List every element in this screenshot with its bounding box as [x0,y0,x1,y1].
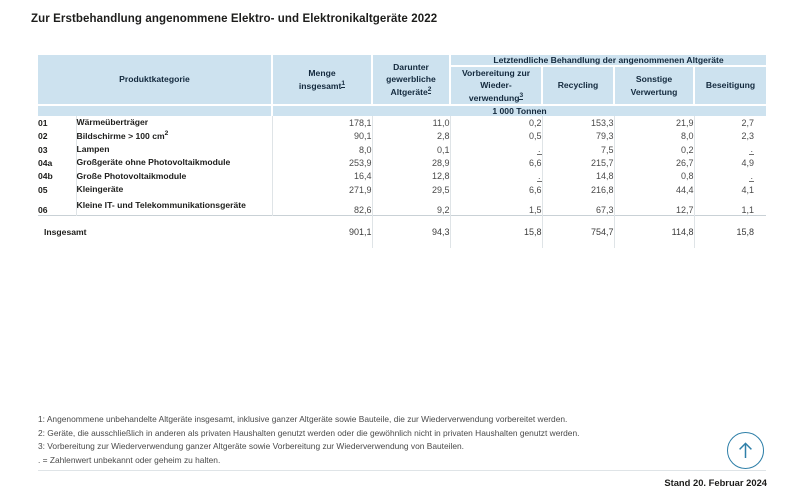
table-head-row-unit [38,105,766,116]
column-header-commercial-waste-line3: Altgeräte [390,86,428,97]
cell-preparation-for-reuse: 6,6 [450,156,542,169]
scroll-to-top-button[interactable] [727,432,764,469]
footnote-3: 3: Vorbereitung zur Wiederverwendung ganzer Altgeräte sowie Vorbereitung zur Wiederverwendung von Bauteilen. [38,441,464,452]
total-cell-commercial-waste: 94,3 [372,216,450,249]
cell-preparation-for-reuse: 0,2 [450,116,542,129]
cell-preparation-for-reuse: 0,5 [450,130,542,143]
table-row [38,143,766,156]
cell-preparation-for-reuse: 1,5 [450,196,542,216]
column-header-preparation-for-reuse [450,66,542,105]
table-body [38,116,766,248]
footnotes-block [38,413,738,467]
cell-disposal: 1,1 [741,205,754,216]
unit-row-spacer [38,105,272,116]
cell-commercial-waste: 9,2 [372,196,450,216]
row-label: Lampen [76,143,272,156]
arrow-up-icon [737,441,754,460]
row-label: Großgeräte ohne Photovoltaikmodule [76,156,272,169]
cell-disposal: 2,7 [741,118,754,129]
cell-recycling: 14,8 [542,170,614,183]
column-header-commercial-waste-line2: gewerbliche [386,74,436,85]
footnote-marker-3[interactable]: 3 [519,92,524,100]
cell-other-recovery: 0,2 [614,143,694,156]
row-code: 06 [38,196,76,216]
cell-disposal: 4,9 [741,157,754,168]
column-header-total-quantity-line1: Menge [308,68,336,79]
row-label [76,130,272,143]
row-code: 01 [38,116,76,129]
column-header-recycling: Recycling [542,66,614,105]
cell-recycling: 7,5 [542,143,614,156]
cell-commercial-waste: 28,9 [372,156,450,169]
row-label: Große Photovoltaikmodule [76,170,272,183]
cell-commercial-waste: 29,5 [372,183,450,196]
total-cell-other-recovery: 114,8 [614,216,694,249]
table-head [38,55,766,116]
statistics-table [38,55,766,248]
column-header-commercial-waste [372,55,450,105]
cell-commercial-waste: 0,1 [372,143,450,156]
column-header-other-recovery-line1: Sonstige [635,74,673,85]
total-row-label: Insgesamt [38,216,272,249]
row-code: 04a [38,156,76,169]
footnote-1: 1: Angenommene unbehandelte Altgeräte insgesamt, inklusive ganzer Altgeräte sowie Bauteile, die zur Wiederverwendung vorbereitet werden. [38,414,568,424]
cell-total-quantity: 271,9 [272,183,372,196]
total-cell-total-quantity: 901,1 [272,216,372,249]
cell-disposal [694,170,766,183]
page-title: Zur Erstbehandlung angenommene Elektro- und Elektronikaltgeräte 2022 [31,13,438,25]
column-group-header-final-treatment: Letztendliche Behandlung der angenommenen Altgeräte [450,55,766,66]
cell-total-quantity: 178,1 [272,116,372,129]
cell-recycling: 79,3 [542,130,614,143]
cell-preparation-for-reuse: 6,6 [450,183,542,196]
statistics-table-container [38,55,766,248]
unit-label: 1 000 Tonnen [272,105,766,116]
value-unknown-marker: . [750,170,753,181]
table-total-row [38,216,766,249]
column-header-preparation-for-reuse-line1: Vorbereitung zur [461,68,531,78]
cell-disposal [694,143,766,156]
cell-preparation-for-reuse [450,143,542,156]
cell-other-recovery: 8,0 [614,130,694,143]
column-header-disposal: Beseitigung [694,66,766,105]
cell-commercial-waste: 11,0 [372,116,450,129]
cell-other-recovery: 21,9 [614,116,694,129]
value-unknown-marker: . [750,144,753,155]
cell-other-recovery: 44,4 [614,183,694,196]
row-code: 03 [38,143,76,156]
cell-commercial-waste: 2,8 [372,130,450,143]
cell-commercial-waste: 12,8 [372,170,450,183]
row-code: 02 [38,130,76,143]
footnote-marker-2[interactable]: 2 [427,86,432,94]
cell-recycling: 215,7 [542,156,614,169]
cell-other-recovery: 0,8 [614,170,694,183]
column-header-preparation-for-reuse-line2: Wieder- [480,80,512,91]
table-row [38,156,766,169]
cell-total-quantity: 16,4 [272,170,372,183]
column-header-total-quantity [272,55,372,105]
footnote-marker-1[interactable]: 1 [341,79,346,87]
row-label-text: Bildschirme > 100 cm [76,130,165,141]
row-label: Wärmeüberträger [76,116,272,129]
value-unknown-marker: . [537,170,541,181]
column-header-preparation-for-reuse-line3: verwendung [468,92,520,103]
row-label-superscript: 2 [164,129,169,137]
column-header-commercial-waste-line1: Darunter [393,62,429,72]
cell-total-quantity: 90,1 [272,130,372,143]
column-header-other-recovery-line2: Verwertung [630,86,678,97]
row-label: Kleingeräte [76,183,272,196]
column-header-category: Produktkategorie [38,55,272,105]
table-row [38,130,766,143]
column-header-total-quantity-line2: insgesamt [298,80,342,91]
footer-divider [38,470,766,471]
footnote-legend-unknown: . = Zahlenwert unbekannt oder geheim zu halten. [38,454,221,465]
status-date: Stand 20. Februar 2024 [664,477,767,488]
footnote-2: 2: Geräte, die ausschließlich in anderen als privaten Haushalten genutzt werden oder die gewöhnlich nicht in privaten Haushalten genutzt werden. [38,427,580,438]
total-cell-disposal: 15,8 [694,216,766,249]
row-label: Kleine IT- und Telekommunikationsgeräte [76,196,272,216]
cell-total-quantity: 253,9 [272,156,372,169]
cell-disposal: 4,1 [741,184,754,195]
value-unknown-marker: . [537,144,541,155]
row-code: 04b [38,170,76,183]
cell-total-quantity: 8,0 [272,143,372,156]
table-row [38,170,766,183]
total-cell-preparation-for-reuse: 15,8 [450,216,542,249]
table-row [38,116,766,129]
table-head-row-1 [38,55,766,66]
cell-preparation-for-reuse [450,170,542,183]
table-row [38,183,766,196]
cell-other-recovery: 26,7 [614,156,694,169]
total-cell-recycling: 754,7 [542,216,614,249]
cell-recycling: 153,3 [542,116,614,129]
column-header-other-recovery [614,66,694,105]
cell-total-quantity: 82,6 [272,196,372,216]
cell-recycling: 67,3 [542,196,614,216]
table-row [38,196,766,216]
row-code: 05 [38,183,76,196]
cell-recycling: 216,8 [542,183,614,196]
cell-disposal: 2,3 [741,131,754,142]
cell-other-recovery: 12,7 [614,196,694,216]
